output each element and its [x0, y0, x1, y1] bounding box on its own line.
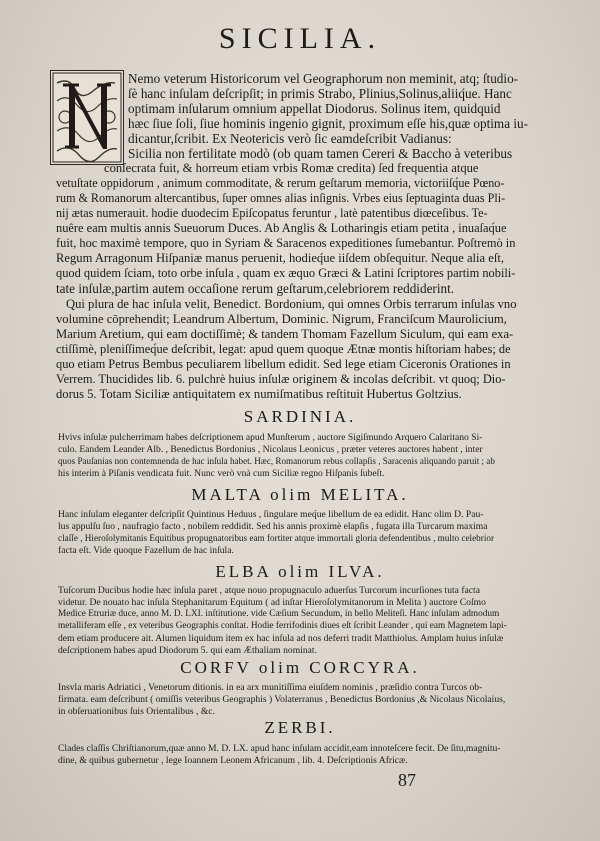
sicilia-line: optimam inſularum omnium appellat Diodorus. Solinus item, quidquid: [128, 101, 501, 116]
sicilia-line: Nemo veterum Historicorum vel Geographorum non meminit, atq; ſtudio-: [128, 71, 519, 86]
sardinia-line: Hvivs inſulæ pulcherrimam habes deſcriptionem apud Munſterum , auctore Sigiſmundo Arquero Calaritano Si-: [58, 432, 483, 443]
elba-line: dem etiam producere ait. Alumen liquidum item ex hac inſula ad nos deferri tradit Matthiolus. Amplam huius inſulæ: [58, 633, 504, 644]
malta-line: Hanc inſulam eleganter deſcripſit Quintinus Heduus , ſingulare meq́ue libellum de ea edidit. Hanc olim D. Pau-: [58, 509, 484, 520]
malta-line: lus appulſu ſuo , naufragio facto , nobilem reddidit. Sed his annis proximè elapſis , fugata illa Turcarum maxima: [58, 521, 488, 532]
elba-line: Medice Etruriæ duce, anno M. D. LXI. inſtitutione. vide Cæſium Secundum, in bello Meliteſi. Hanc inſulam admodum: [58, 609, 500, 619]
sicilia-line: fuit, hoc maximè tempore, quo in Syriam & Saracenos expeditiones ſumebantur. Poſtremò in: [56, 236, 516, 250]
zerbi-line: dine, & quibus gubernetur , lege Ioannem Leonem Africanum , lib. 4. Deſcriptionis Africæ.: [58, 755, 408, 766]
sicilia-line: Regum Arragonum Hiſpaniæ manus peruenit, hodieq́ue iiſdem obſequitur. Neque alia eſt,: [56, 251, 505, 265]
sicilia-line: vetuſtate oppidorum , animum commoditate, & rerum geſtarum memoria, victoriiſq́ue Pœno-: [56, 176, 505, 190]
section-title-sardinia: SARDINIA.: [243, 407, 357, 426]
elba-line: Tuſcorum Ducibus hodie hæc inſula paret , atque nouo propugnaculo aduerſus Turcorum incurſiones tuta facta: [58, 585, 480, 596]
section-title-malta: MALTA olim MELITA.: [191, 485, 409, 504]
malta-line: claſſe , Hieroſolymitanis Equitibus propugnatoribus eam fortiter atque immortali gloria defendentibus , multo celebrior: [58, 533, 495, 543]
sicilia-line: quod quidem ſciam, toto orbe inſula , quam ex æquo Græci & Latini ſcriptores partim nobili-: [56, 266, 516, 280]
sicilia-line: Sicilia non fertilitate modò (ob quam tamen Cereri & Baccho à veteribus: [128, 146, 513, 161]
section-title-zerbi: ZERBI.: [264, 718, 336, 737]
section-title-corfu: CORFV olim CORCYRA.: [180, 658, 420, 677]
sicilia-line: nij ætas numerauit. hodie duodecim Epiſcopatus feruntur , latè patentibus diœceſibus. Te-: [56, 206, 488, 220]
section-title-elba: ELBA olim ILVA.: [215, 562, 385, 581]
elba-line: videtur. De nouato hac inſula Stephanitarum Equitum ( ad inſtar Hieroſolymitanorum in Melita ) auctore Coſmo: [58, 597, 486, 608]
sardinia-line: his interim à Piſanis vendicata fuit. Nunc verò vnà cum Siciliæ regno Hiſpanis ſubeſt.: [58, 468, 385, 479]
elba-line: deſcriptionem habes apud Diodorum 5. qui eam Æthaliam nominat.: [58, 645, 317, 656]
sicilia-line: nuêre eam multis annis Sueuorum Duces. Ab Anglis & Lotharingis etiam petita , inuaſaq́ue: [56, 221, 507, 235]
sicilia-line: ctiſſimè, pleniſſimeq́ue deſcribit, legat: apud quem quoque Ætnæ montis hiſtoriam habes; de: [56, 342, 511, 356]
corfu-line: firmata. eam deſcribunt ( omiſſis veteribus Geographis ) Volaterranus , Benedictus Bordonius ,& Nicolaus Nicolaius,: [58, 694, 506, 705]
sardinia-line: culo. Eandem Leander Alb. , Benedictus Bordonius , Nicolaus Leonicus , præter veteres auctores habent , inter: [58, 444, 483, 455]
sicilia-line: quo etiam Petrus Bembus peculiarem libellum edidit. Sed lege etiam Ciceronis Orationes in: [56, 357, 511, 371]
page-number: 87: [398, 770, 416, 790]
sicilia-line: tate inſulæ,partim autem occaſione rerum geſtarum,celebriorem reddiderint.: [56, 281, 455, 296]
sicilia-line: dorus 5. Totam Siciliæ antiquitatem ex numiſmatibus reſtituit Hubertus Goltzius.: [56, 387, 462, 401]
sicilia-line: conſecrata fuit, & horreum etiam vrbis Romæ credita) ſed frequentia atque: [104, 161, 479, 175]
sicilia-line: volumine cōprehendit; Leandrum Albertum, Dominic. Nigrum, Franciſcum Maurolicium,: [56, 312, 507, 326]
corfu-line: in obſeruationibus ſuis Orientalibus , &c.: [58, 706, 215, 717]
elba-line: metalliferam eſſe , ex veteribus Geographis conſtat. Hodie ferrifodinis diues eſt ſcribit Leander , qui eam Magnetem lapi-: [58, 621, 507, 631]
sicilia-line: dicantur,ſcribit. Ex Neotericis verò ſic eamdeſcribit Vadianus:: [128, 131, 452, 146]
corfu-line: Insvla maris Adriatici , Venetorum ditionis. in ea arx munitiſſima eiuſdem nominis , præſidio contra Turcos ob-: [58, 682, 483, 693]
sicilia-line: Qui plura de hac inſula velit, Benedict. Bordonium, qui omnes Orbis terrarum inſulas vno: [66, 297, 517, 311]
section-title-sicilia: SICILIA.: [218, 22, 382, 55]
zerbi-line: Clades claſſis Chriſtianorum,quæ anno M. D. LX. apud hanc inſulam accidit,eam innoteſcere fecit. De ſitu,magnitu-: [58, 743, 501, 754]
decorated-initial-n-icon: [50, 70, 124, 165]
sicilia-line: rum & Romanorum altercantibus, ſuper omnes alias inſignis. Vrbes eius ſeptuaginta duas Pli-: [56, 191, 506, 205]
sicilia-line: Verrem. Thucidides lib. 6. pulchrè huius inſulæ originem & incolas deſcribit. vt quoq; Dio-: [56, 372, 506, 386]
malta-line: facta eſt. Vide quoque Fazellum de hac inſula.: [58, 545, 234, 556]
sicilia-line: ſè hanc inſulam deſcripſit; in primis Strabo, Plinius,Solinus,aliiq́ue. Hanc: [128, 86, 512, 101]
sicilia-line: Marium Aretium, qui eam doctiſſimè; & tandem Thomam Fazellum Siculum, qui eam exa-: [56, 327, 514, 341]
sardinia-line: quos Pauſanias non contemnenda de hac inſula habet. Hæc, Romanorum rebus collapſis , Saracenis aliquando paruit ; ab: [58, 456, 495, 466]
sicilia-line: hæc ſiue ſoli, ſiue hominis ingenio gignit, proximum eſſe his,quæ optima iu-: [128, 116, 528, 131]
